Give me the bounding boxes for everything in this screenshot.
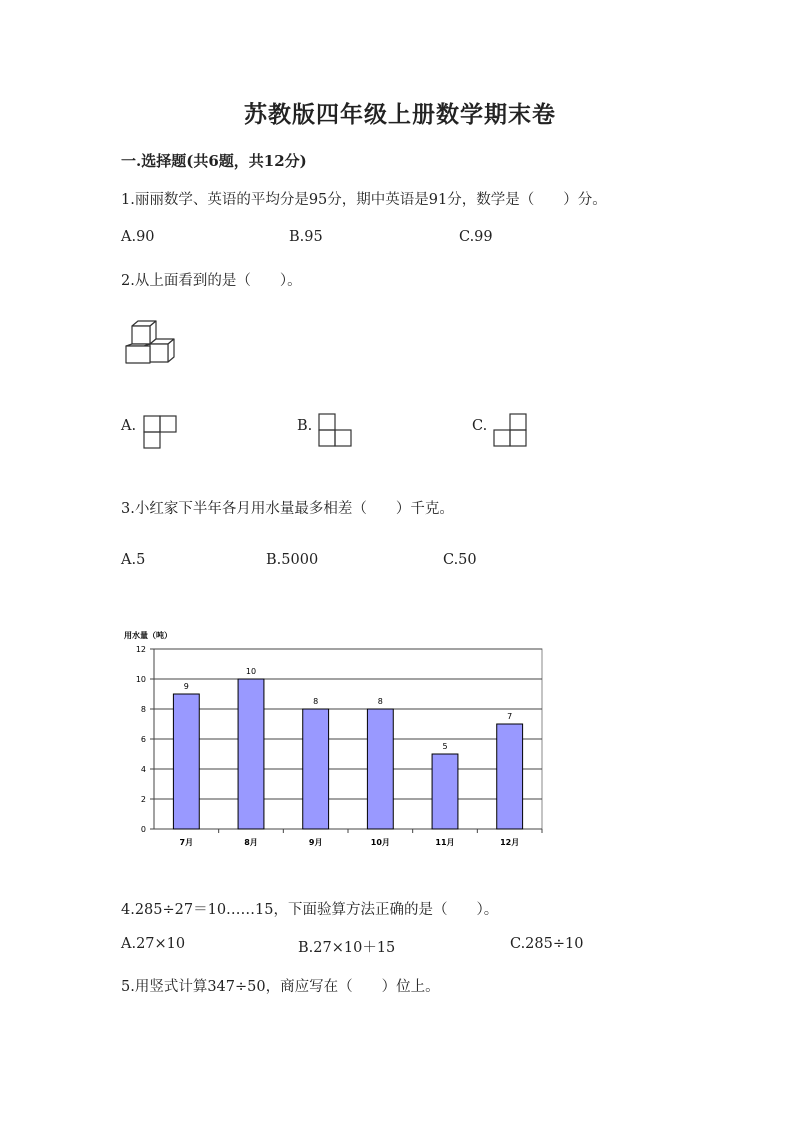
- question-4-text: 4.285÷27＝10……15，下面验算方法正确的是（ ）。: [121, 902, 499, 918]
- chart-bar: [497, 724, 523, 829]
- chart-ytick-label: 6: [140, 735, 146, 744]
- question-3-option-b[interactable]: B.5000: [266, 552, 319, 568]
- chart-bar: [303, 709, 329, 829]
- chart-xtick-label: 11月: [435, 838, 455, 847]
- chart-ylabel: 用水量（吨）: [124, 631, 172, 640]
- option-a-view-figure: [143, 415, 179, 451]
- chart-bar: [238, 679, 264, 829]
- page-title: 苏教版四年级上册数学期末卷: [244, 101, 556, 128]
- question-2-option-a[interactable]: A.: [121, 418, 137, 434]
- chart-value-label: 8: [377, 697, 383, 706]
- chart-bar: [432, 754, 458, 829]
- question-4-option-a[interactable]: A.27×10: [121, 936, 186, 952]
- question-1-option-c[interactable]: C.99: [459, 229, 493, 245]
- chart-xtick-label: 10月: [370, 838, 390, 847]
- question-2-option-c[interactable]: C.: [472, 418, 488, 434]
- chart-xtick-label: 7月: [179, 838, 194, 847]
- water-usage-chart: [118, 625, 558, 857]
- chart-ytick-label: 10: [135, 675, 146, 684]
- question-2-option-b[interactable]: B.: [297, 418, 313, 434]
- chart-value-label: 9: [183, 682, 189, 691]
- chart-ytick-label: 8: [140, 705, 146, 714]
- question-5-text: 5.用竖式计算347÷50，商应写在（ ）位上。: [121, 979, 440, 995]
- question-4-option-b[interactable]: B.27×10＋15: [298, 940, 396, 956]
- question-1-option-b[interactable]: B.95: [289, 229, 323, 245]
- question-3-text: 3.小红家下半年各月用水量最多相差（ ）千克。: [121, 501, 454, 517]
- chart-xtick-label: 12月: [500, 838, 520, 847]
- chart-ytick-label: 4: [140, 765, 146, 774]
- cube-stack-figure: [118, 318, 182, 370]
- chart-value-label: 7: [507, 712, 513, 721]
- chart-ytick-label: 0: [140, 825, 146, 834]
- question-1-option-a[interactable]: A.90: [121, 229, 155, 245]
- question-4-option-c[interactable]: C.285÷10: [510, 936, 584, 952]
- question-3-option-a[interactable]: A.5: [121, 552, 146, 568]
- option-c-view-figure: [493, 413, 529, 449]
- question-2-text: 2.从上面看到的是（ ）。: [121, 273, 302, 289]
- chart-xtick-label: 8月: [244, 838, 258, 847]
- chart-ytick-label: 12: [135, 645, 146, 654]
- question-3-option-c[interactable]: C.50: [443, 552, 477, 568]
- section-heading: 一.选择题(共6题，共12分): [121, 152, 307, 170]
- chart-bar: [367, 709, 393, 829]
- option-b-view-figure: [318, 413, 354, 449]
- chart-value-label: 10: [245, 667, 257, 676]
- chart-xtick-label: 9月: [308, 838, 323, 847]
- chart-value-label: 5: [442, 742, 448, 751]
- chart-value-label: 8: [313, 697, 319, 706]
- question-1-text: 1.丽丽数学、英语的平均分是95分，期中英语是91分，数学是（ ）分。: [121, 192, 607, 208]
- chart-bar: [173, 694, 199, 829]
- chart-ytick-label: 2: [140, 795, 146, 804]
